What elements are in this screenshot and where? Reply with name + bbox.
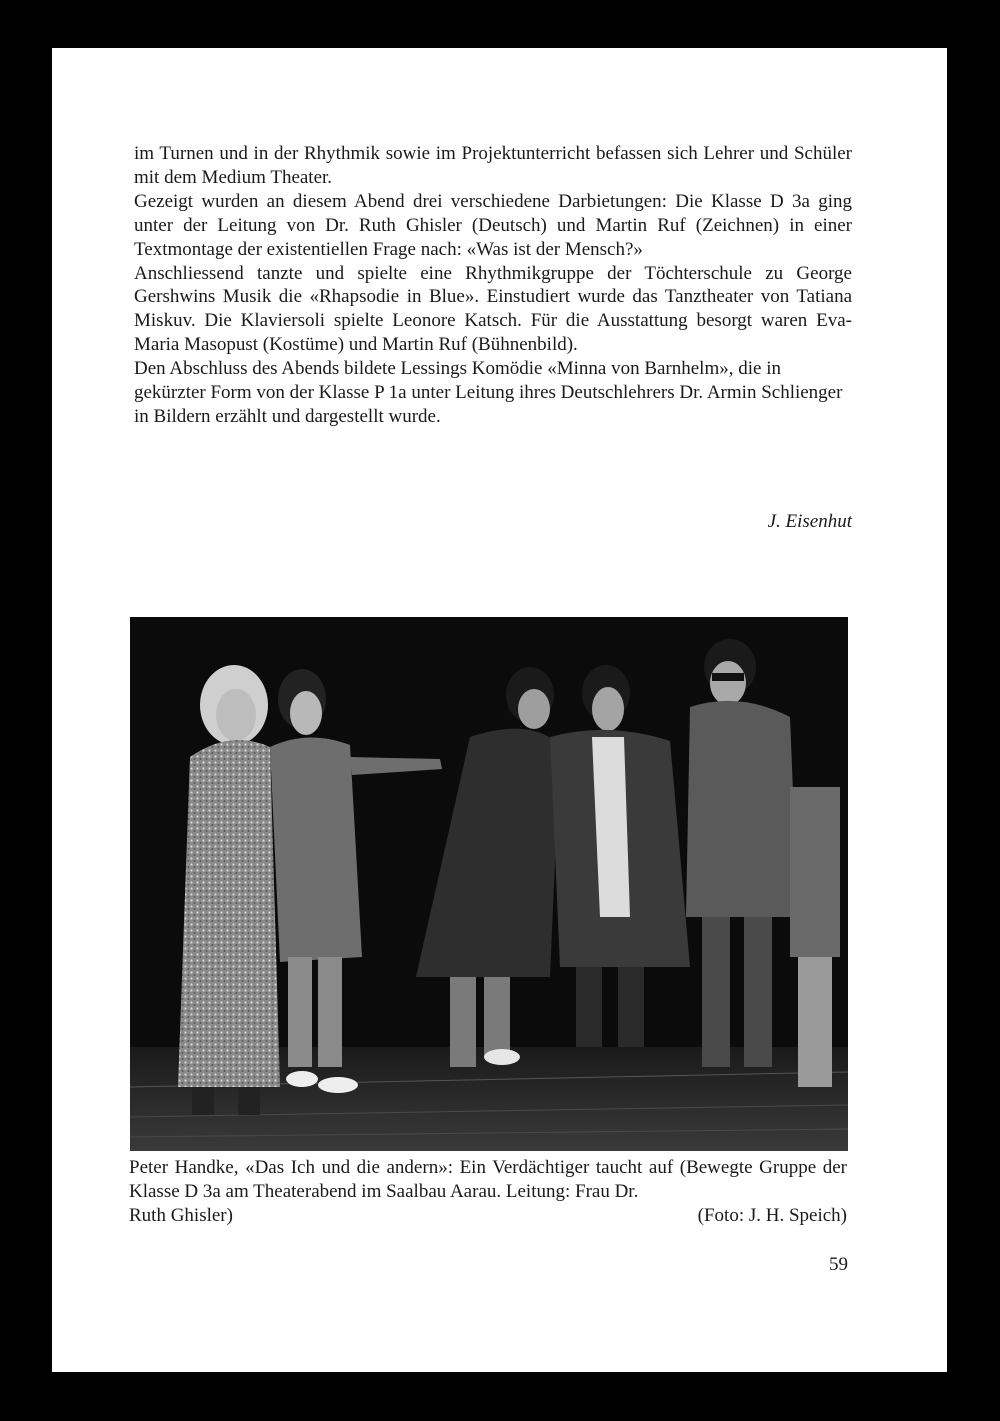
page-number: 59 <box>829 1254 848 1275</box>
paragraph-intro: im Turnen und in der Rhythmik sowie im Projektunterricht befassen sich Lehrer und Schüler mit dem Medium Theater. <box>134 143 852 188</box>
caption-last-line <box>129 1204 847 1228</box>
photo-caption <box>129 1156 847 1228</box>
photo-credit: (Foto: J. H. Speich) <box>697 1205 847 1226</box>
stage-photo-illustration <box>130 617 848 1151</box>
caption-text: Peter Handke, «Das Ich und die andern»: Ein Verdächtiger taucht auf (Bewegte Gruppe der Klasse D 3a am Theaterabend im Saalbau Aarau. Leitung: Frau Dr. <box>129 1157 847 1202</box>
paragraph-minna: Den Abschluss des Abends bildete Lessings Komödie «Minna von Barnhelm», die in gekürzter Form von der Klasse P 1a unter Leitung ihres Deutschlehrers Dr. Armin Schlienger in Bildern erzählt und dargestellt wurde. <box>134 358 843 427</box>
document-page <box>52 48 947 1372</box>
caption-director: Ruth Ghisler) <box>129 1205 233 1226</box>
article-body <box>134 142 852 429</box>
stage-photograph <box>130 617 848 1151</box>
paragraph-performances: Gezeigt wurden an diesem Abend drei verschiedene Darbietungen: Die Klasse D 3a ging unter der Leitung von Dr. Ruth Ghisler (Deutsch) und Martin Ruf (Zeichnen) in einer Textmontage der existentiellen Frage nach: «Was ist der Mensch?» <box>134 190 852 260</box>
paragraph-rhapsody: Anschliessend tanzte und spielte eine Rhythmikgruppe der Töchterschule zu George Gershwins Musik die «Rhapsodie in Blue». Einstudiert wurde das Tanztheater von Tatiana Miskuv. Die Klaviersoli spielte Leonore Katsch. Für die Ausstattung besorgt waren Eva-Maria Masopust (Kostüme) und Martin Ruf (Bühnenbild). <box>134 262 852 356</box>
author-signature: J. Eisenhut <box>767 511 852 532</box>
